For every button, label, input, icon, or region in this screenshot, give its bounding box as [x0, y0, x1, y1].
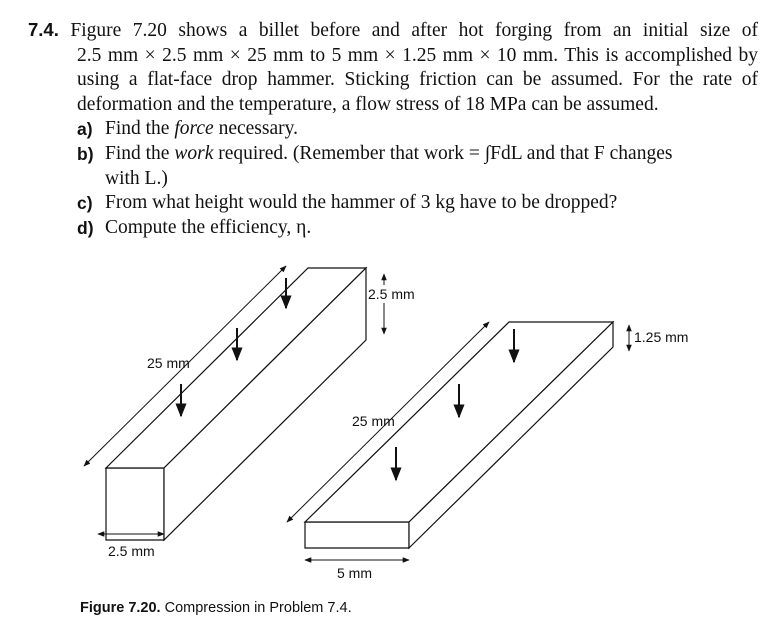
after-height-label: 1.25 mm	[634, 329, 689, 345]
problem-statement: 2.5 mm × 2.5 mm × 25 mm to 5 mm × 1.25 mm × 10 mm. This is accomplished by using a flat-face drop hammer. Sticking friction can be assumed. For the rate of deformation and the temperature, a flow stress of 18 MPa can be assumed.	[77, 44, 758, 115]
part-label: c)	[77, 193, 93, 214]
billet-before	[106, 268, 366, 540]
part-b: b) Find the work required. (Remember that work = ∫FdL and that F changes with L.)	[77, 142, 673, 189]
billet-after-front-face	[305, 522, 409, 548]
before-length-label: 25 mm	[147, 355, 190, 371]
billet-before-front-face	[106, 468, 164, 540]
part-label: a)	[77, 119, 93, 140]
part-a: a) Find the force necessary.	[28, 117, 758, 142]
problem-statement-line1: 7.4. Figure 7.20 shows a billet before and after hot forging from an initial size of	[28, 19, 759, 41]
billet-after	[305, 322, 613, 548]
part-c: c) From what height would the hammer of 3 kg have to be dropped?	[28, 191, 758, 216]
figure-caption-label: Figure 7.20.	[80, 600, 161, 616]
part-label: d)	[77, 217, 94, 238]
part-label: b)	[77, 143, 94, 164]
part-d: d) Compute the efficiency, η.	[28, 216, 758, 241]
before-width-label: 2.5 mm	[108, 543, 155, 559]
problem-number: 7.4.	[28, 19, 59, 40]
after-length-label: 25 mm	[352, 413, 395, 429]
before-height-label: 2.5 mm	[368, 286, 415, 302]
after-width-label: 5 mm	[337, 565, 372, 581]
figure-caption: Figure 7.20. Compression in Problem 7.4.	[80, 600, 352, 616]
